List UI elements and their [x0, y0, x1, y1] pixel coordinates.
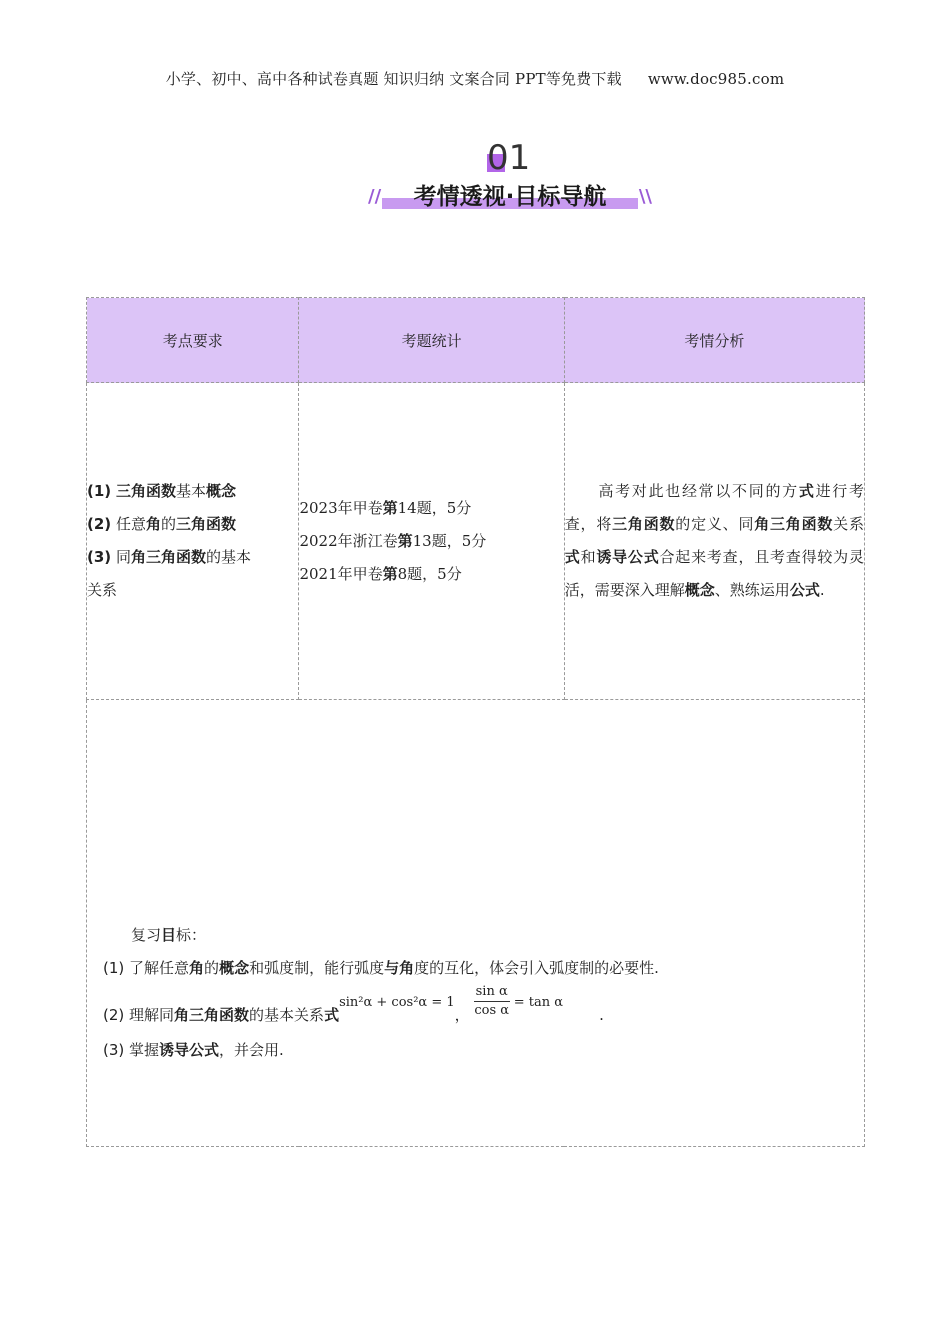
header-analysis: 考情分析 — [564, 298, 864, 383]
statistics-cell — [299, 383, 564, 700]
requirement-item: (1) 三角函数基本概念 — [87, 482, 236, 500]
exam-analysis-table — [86, 297, 865, 1147]
header-text: 小学、初中、高中各种试卷真题 知识归纳 文案合同 PPT等免费下载 — [165, 70, 622, 88]
goal-item: (2) 理解同角三角函数的基本关系式sin²α + cos²α = 1， $\frac{\text{sin α}}{\text{cos α}}$ = tan α. — [103, 984, 604, 1024]
section-title-text: 考情透视·目标导航 — [413, 184, 607, 210]
title-slash-left: // — [368, 186, 382, 207]
goals-cell — [87, 700, 865, 1147]
goals-title: 复习目标： — [131, 926, 207, 944]
goals-row — [87, 700, 865, 1147]
requirements-cell — [87, 383, 299, 700]
goal-item: (1) 了解任意角的概念和弧度制，能行弧度与角度的互化，体会引入弧度制的必要性. — [103, 959, 659, 977]
section-number-text: 01 — [487, 138, 531, 178]
stat-item: 2021年甲卷第8题，5分 — [299, 564, 462, 583]
title-slash-right: \\ — [638, 186, 652, 207]
header-statistics: 考题统计 — [299, 298, 564, 383]
header-requirements: 考点要求 — [87, 298, 299, 383]
formula-pythagorean: sin²α + cos²α = 1 — [339, 995, 455, 1010]
requirement-item: (2) 任意角的三角函数 — [87, 515, 236, 533]
section-title — [360, 178, 660, 218]
section-number — [487, 138, 530, 178]
page-header — [0, 68, 950, 89]
analysis-cell: 高考对此也经常以不同的方式进行考查，将三角函数的定义、同角三角函数关系式和诱导公式合起来考查，且考查得较为灵活，需要深入理解概念、熟练运用公式. — [564, 383, 864, 700]
formula-tangent-rhs: = tan α — [513, 995, 564, 1010]
review-goals — [87, 779, 864, 1067]
goal-item: (3) 掌握诱导公式，并会用. — [103, 1041, 284, 1059]
stat-item: 2023年甲卷第14题，5分 — [299, 498, 472, 517]
table-content-row — [87, 383, 865, 700]
stat-item: 2022年浙江卷第13题，5分 — [299, 531, 487, 550]
requirement-item: (3) 同角三角函数的基本 关系 — [87, 548, 251, 599]
table-header-row — [87, 298, 865, 383]
formula-tangent-fraction: $\frac{\text{sin α}}{\text{cos α}}$ — [474, 984, 510, 1018]
header-url[interactable]: www.doc985.com — [647, 70, 785, 88]
